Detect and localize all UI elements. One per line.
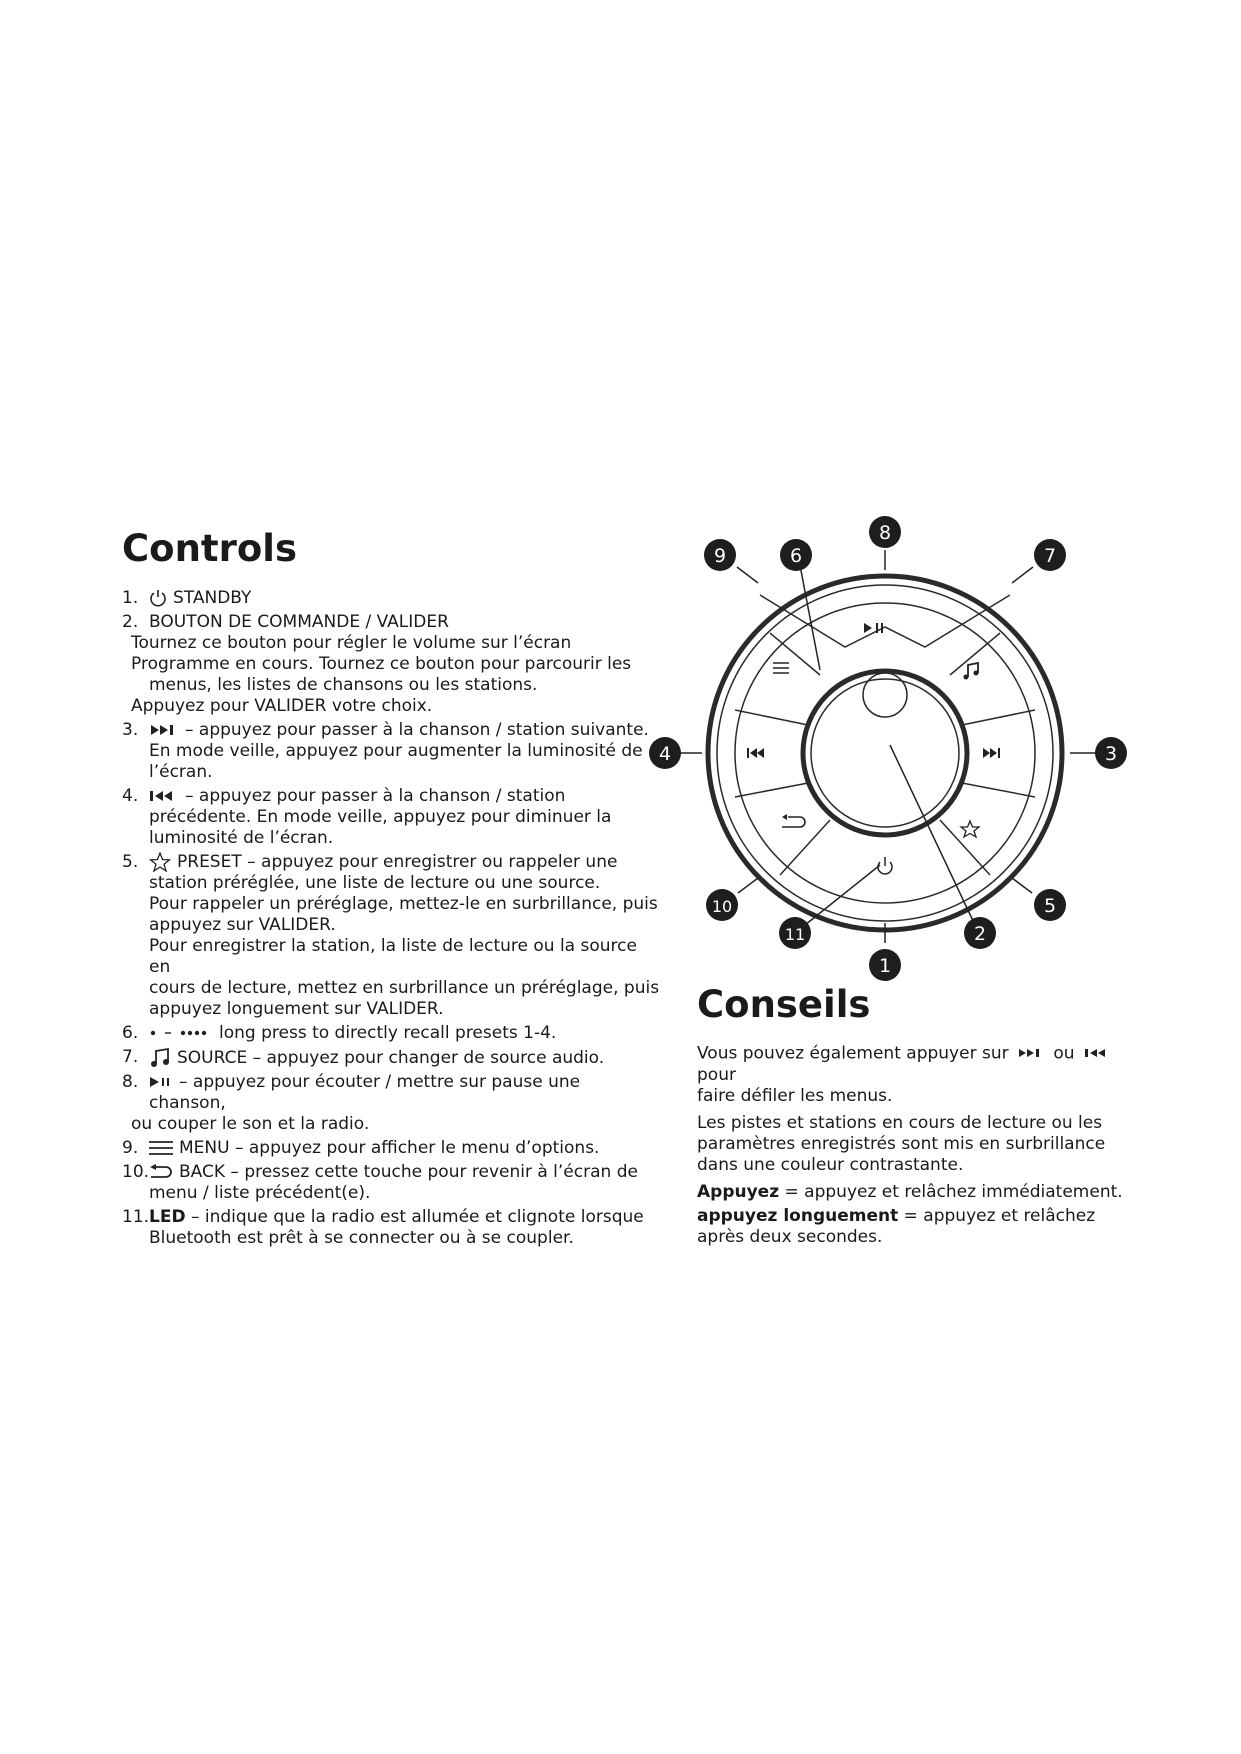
controls-list: 1. STANDBY 2. BOUTON DE COMMANDE / VALIDER Tournez ce bouton pour régler le volume sur l’écran Programme en cours. Tournez ce bouton pour parcourir les menus, les listes de chansons ou les stations. Appuyez pour VALIDER votre choix. 3. – appuyez pour passer à la chanson / station suivante. En mode veille, appuyez pour augmenter la luminosité de l’écran. 4. – appuyez pour passer à la chanson / station précédente. En mode veille, appuyez pour diminuer la luminosité de l’écran. 5. PRESET – appuyez pour enregistrer ou rappeler une station préréglée, une liste de lecture ou une source. Pour rappeler un préréglage, mettez-le en surbrillance, puis appuyez sur VALIDER. Pour enregistrer la station, la liste de lecture ou la source en cours de lecture, mettez en surbrillance un préréglage, puis appuyez longuement sur VALIDER. 6. long press to directly recall presets 1-4. 7. SOURCE – appuyez pour changer de source audio. 8. – appuyez pour écouter / mettre sur pause une chanson, ou couper le son et la radio. 9. MENU – appuyez pour afficher le menu d’options. 10. BACK – pressez cette touche pour revenir à l’écran de menu / liste précédent(e). 11. LED – indique que la radio est allumée et clignote lorsque Bluetooth est prêt à se connecter ou à se coupler. [122, 588, 662, 1252]
next-track-icon [983, 748, 1000, 758]
previous-track-icon [1084, 1043, 1110, 1064]
play-pause-icon [864, 623, 883, 633]
callout-4 [649, 737, 681, 769]
item-description: Tournez ce bouton pour régler le volume sur l’écran Programme en cours. Tournez ce bouton pour parcourir les menus, les listes de chansons ou les stations. Appuyez pour VALIDER votre choix. [131, 633, 632, 716]
item-number: 6. [122, 1023, 139, 1043]
item-number: 7. [122, 1047, 139, 1067]
back-icon [149, 1164, 173, 1180]
item-number: 9. [122, 1138, 139, 1158]
list-item: 10. BACK – pressez cette touche pour revenir à l’écran de menu / liste précédent(e). [122, 1162, 638, 1203]
callout-11 [779, 917, 811, 949]
list-item: 8. – appuyez pour écouter / mettre sur pause une chanson, [122, 1072, 581, 1113]
tip-paragraph: Vous pouvez également appuyer sur ou pour faire défiler les menus. [697, 1043, 1137, 1107]
item-number: 5. [122, 852, 139, 872]
star-icon [149, 852, 171, 872]
list-item: 9. MENU – appuyez pour afficher le menu d’options. [122, 1138, 600, 1158]
list-item: 4. – appuyez pour passer à la chanson / station précédente. En mode veille, appuyez pour diminuer la luminosité de l’écran. [122, 786, 612, 848]
tip-paragraph: Les pistes et stations en cours de lecture ou les paramètres enregistrés sont mis en surbrillance dans une couleur contrastante. [697, 1112, 1106, 1175]
svg-text:11: 11 [784, 925, 806, 944]
list-item [122, 588, 662, 609]
callout-6 [780, 539, 812, 571]
callout-5 [1034, 889, 1066, 921]
next-track-icon [1018, 1043, 1044, 1064]
callout-3 [1095, 737, 1127, 769]
callout-2 [964, 917, 996, 949]
svg-text:8: 8 [878, 522, 892, 544]
list-item: 6. long press to directly recall presets 1-4. [122, 1023, 557, 1043]
svg-text:7: 7 [1043, 545, 1057, 567]
previous-track-icon [149, 790, 179, 802]
callout-1 [869, 949, 901, 981]
svg-text:6: 6 [789, 545, 803, 567]
svg-text:1: 1 [878, 955, 892, 977]
svg-text:3: 3 [1104, 743, 1118, 765]
music-note-icon [964, 663, 979, 680]
conseils-text [697, 1043, 1137, 1254]
radio-controls-diagram [640, 515, 1140, 995]
tip-paragraph: appuyez longuement = appuyez et relâchez après deux secondes. [697, 1205, 1096, 1247]
callout-8 [869, 516, 901, 548]
conseils-title: Conseils [697, 983, 871, 1026]
item-number: 2. [122, 612, 139, 632]
list-item: 11. LED – indique que la radio est allumée et clignote lorsque Bluetooth est prêt à se connecter ou à se coupler. [122, 1207, 644, 1248]
menu-icon [773, 663, 789, 673]
svg-text:10: 10 [711, 897, 733, 916]
tip-paragraph: Appuyez = appuyez et relâchez immédiatement. [697, 1181, 1123, 1202]
callout-7 [1034, 539, 1066, 571]
callout-9 [704, 539, 736, 571]
item-number: 11. [122, 1207, 150, 1227]
item-number: 8. [122, 1072, 139, 1092]
list-item: 3. – appuyez pour passer à la chanson / station suivante. En mode veille, appuyez pour augmenter la luminosité de l’écran. [122, 720, 649, 782]
item-text: BOUTON DE COMMANDE / VALIDER [149, 612, 449, 632]
controls-title: Controls [122, 527, 297, 570]
item-number: 3. [122, 720, 139, 740]
led-label: LED [149, 1207, 186, 1227]
previous-track-icon [747, 748, 764, 758]
list-item [122, 612, 662, 633]
music-note-icon [149, 1047, 171, 1069]
list-item: 5. PRESET – appuyez pour enregistrer ou rappeler une station préréglée, une liste de lecture ou une source. Pour rappeler un préréglage, mettez-le en surbrillance, puis appuyez sur VALIDER. Pour enregistrer la station, la liste de lecture ou la source en cours de lecture, mettez en surbrillance un préréglage, puis appuyez longuement sur VALIDER. [122, 852, 660, 1019]
item-number: 1. [122, 588, 139, 608]
list-item: 7. SOURCE – appuyez pour changer de source audio. [122, 1047, 605, 1068]
preset-dots-icon [149, 1027, 213, 1039]
back-icon [782, 814, 805, 827]
item-number: 4. [122, 786, 139, 806]
svg-text:9: 9 [713, 545, 727, 567]
star-icon [961, 821, 979, 837]
power-icon [149, 589, 167, 607]
svg-text:4: 4 [658, 743, 672, 765]
svg-text:5: 5 [1043, 895, 1057, 917]
next-track-icon [149, 724, 179, 736]
item-text: STANDBY [173, 588, 252, 608]
item-number: 10. [122, 1162, 150, 1182]
play-pause-icon [149, 1076, 173, 1088]
callout-10 [706, 889, 738, 921]
svg-text:2: 2 [973, 923, 987, 945]
menu-icon [149, 1140, 173, 1156]
